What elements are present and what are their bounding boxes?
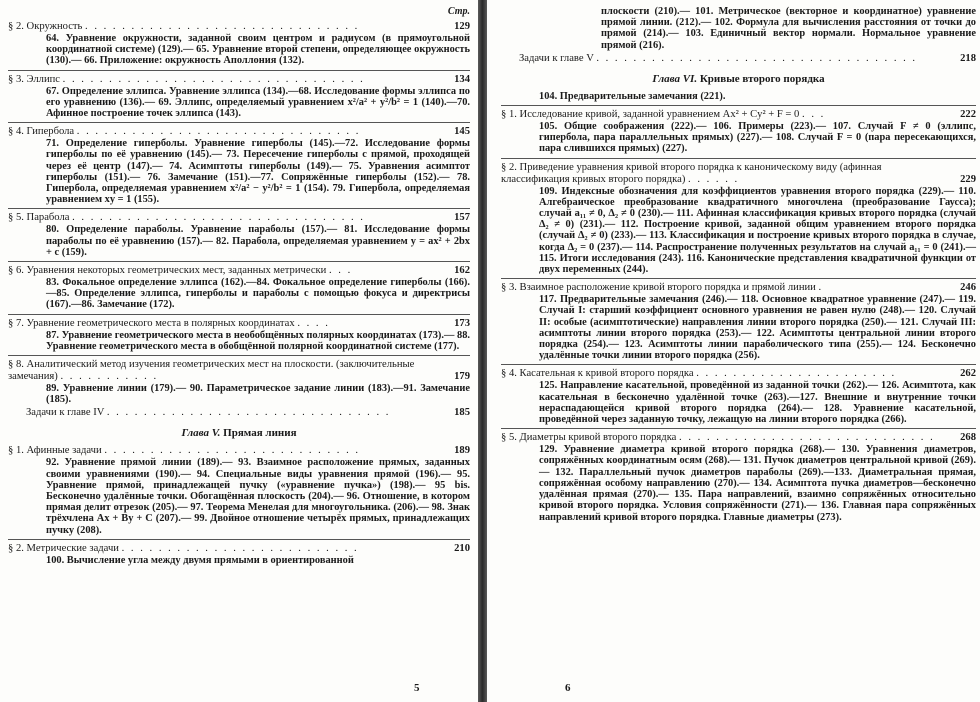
- section-body: 117. Предварительные замечания (246).— 118. Основное квадратное уравнение (247).— 119. Случай I: старший коэффициент основного уравнения не равен нулю (248).— 120. Случай II: особые (асимптотические) направления линии второго порядка (250).— 121. Случай III: асимптоты линии второго порядка (253).— 122. Асимптоты центральной линии второго порядка (254).— 123. Асимптоты линии параболического типа (255).— 124. Бесконечно удалённые точки линии второго порядка (256).: [539, 294, 976, 362]
- section-title: § 2. Метрические задачи: [8, 542, 119, 554]
- toc-section: § 1. Афинные задачи . . . . . . . . . . . . . . . . . . . . . . . . . . . . 189: [8, 445, 470, 457]
- section-body: 67. Определение эллипса. Уравнение эллипса (134).—68. Исследование формы эллипса по его уравнению (136).— 69. Эллипс, определяемый уравнением x²/a² + y²/b² = 1 (140).—70. Афинное построение точек эллипса (143).: [46, 85, 470, 120]
- section-title: § 4. Касательная к кривой второго порядка: [501, 368, 694, 380]
- section-divider: [8, 70, 470, 71]
- tasks-page-number: 185: [454, 407, 470, 419]
- section-title: § 7. Уравнение геометрического места в полярных координатах: [8, 317, 295, 329]
- chapter-title: Кривые второго порядка: [699, 72, 825, 85]
- toc-section: § 4. Касательная к кривой второго порядка . . . . . . . . . . . . . . . . . . . . . . 262: [501, 368, 976, 380]
- section-page-number: 134: [454, 73, 470, 85]
- page-number: 5: [414, 682, 420, 694]
- section-page-number: 229: [960, 173, 976, 185]
- section-page-number: 262: [960, 368, 976, 380]
- chapter-tasks-entry: Задачи к главе V . . . . . . . . . . . . . . . . . . . . . . . . . . . . . . . . . . . 218: [519, 52, 976, 64]
- continued-text: плоскости (210).— 101. Метрическое (векторное и координатное) уравнение прямой линии. (212).— 102. Формула для вычисления расстояния от точки до прямой (214).— 103. Единичный вектор нормали. Нормальное уравнение прямой (216).: [601, 6, 976, 51]
- section-body: 100. Вычисление угла между двумя прямыми в ориентированной: [46, 554, 354, 566]
- section-divider: [501, 278, 976, 279]
- section-title: § 1. Исследование кривой, заданной уравнением Ax² + Cy² + F = 0: [501, 109, 800, 121]
- section-divider: [8, 314, 470, 315]
- toc-section: § 1. Исследование кривой, заданной уравнением Ax² + Cy² + F = 0 . . . 222: [501, 109, 976, 121]
- section-title: § 5. Парабола: [8, 212, 70, 224]
- section-body: 80. Определение параболы. Уравнение параболы (157).— 81. Исследование формы параболы по её уравнению (157).— 82. Парабола, определяемая уравнением y = ax² + 2bx + c (159).: [46, 224, 470, 258]
- toc-section: § 5. Диаметры кривой второго порядка . . . . . . . . . . . . . . . . . . . . . . . . . . . . 268: [501, 432, 976, 444]
- section-body: 64. Уравнение окружности, заданной своим центром и радиусом (в прямоугольной координатной системе) (129).— 65. Уравнение второй степени, определяющее окружность (130).— 66. Приложение: окружность Аполлония (132).: [46, 33, 470, 67]
- tasks-title: Задачи к главе IV: [26, 407, 105, 419]
- toc-section: § 3. Эллипс . . . . . . . . . . . . . . . . . . . . . . . . . . . . . . . . . 134: [8, 73, 470, 85]
- section-title: § 5. Диаметры кривой второго порядка: [501, 432, 677, 444]
- section-page-number: 157: [454, 212, 470, 224]
- toc-section: § 6. Уравнения некоторых геометрических мест, заданных метрически . . . 162: [8, 265, 470, 277]
- right-page: [487, 0, 980, 702]
- section-divider: [501, 428, 976, 429]
- toc-section: § 4. Гипербола . . . . . . . . . . . . . . . . . . . . . . . . . . . . . . . 145: [8, 126, 470, 138]
- toc-section: § 2. Окружность . . . . . . . . . . . . . . . . . . . . . . . . . . . . . . 129: [8, 21, 470, 32]
- section-title: § 6. Уравнения некоторых геометрических мест, заданных метрически: [8, 265, 327, 277]
- section-title: § 2. Приведение уравнения кривой второго порядка к каноническому виду (афинная классификация кривых второго порядка): [501, 161, 882, 185]
- section-page-number: 222: [960, 109, 976, 121]
- chapter-label: Глава V.: [181, 427, 221, 440]
- section-title: § 8. Аналитический метод изучения геометрических мест на плоскости. (заключительные замечания): [8, 359, 415, 383]
- chapter-heading: [8, 427, 470, 439]
- section-title: § 1. Афинные задачи: [8, 445, 102, 457]
- page-number: 6: [565, 682, 571, 694]
- chapter-tasks-entry: Задачи к главе IV . . . . . . . . . . . . . . . . . . . . . . . . . . . . . . . 185: [26, 407, 470, 419]
- section-divider: [501, 364, 976, 365]
- section-page-number: 246: [960, 282, 976, 294]
- section-body: 92. Уравнение прямой линии (189).— 93. Взаимное расположение прямых, заданных своими уравнениями (190).— 94. Специальные виды уравнения прямой (196).— 95. Уравнение прямой, принадлежащей пучку («уравнение пучка») (198).— 95 bis. Бесконечно удалённые точки. Обогащённая плоскость (204).— 96. Отношение, в котором прямая делит отрезок (205).— 97. Теорема Менелая для многоугольника. (206).— 98. Знак трёхчлена Ax + By + C (207).— 99. Двойное отношение четырёх прямых, принадлежащих пучку (208).: [46, 457, 470, 536]
- section-body: 89. Уравнение линии (179).— 90. Параметрическое задание линии (183).—91. Замечание (185).: [46, 383, 470, 406]
- section-body: 71. Определение гиперболы. Уравнение гиперболы (145).—72. Исследование формы гиперболы по её уравнению (145).— 73. Пересечение гиперболы с прямой, проходящей через её центр (147).— 74. Асимптоты гиперболы (149).— 75. Уравнения асимптот гиперболы (151).— 76. Замечание (151).—77. Сопряжённые гиперболы (152).— 78. Гипербола, определяемая уравнением x²/a² − y²/b² = 1 (154). 79. Гипербола, определяемая уравнением xy = 1 (155).: [46, 138, 470, 206]
- section-body: 83. Фокальное определение эллипса (162).—84. Фокальное определение гиперболы (166).—85. Определение эллипса, гиперболы и параболы с помощью фокуса и директрисы (167).—86. Замечание (172).: [46, 277, 470, 311]
- section-divider: [501, 158, 976, 159]
- section-page-number: 268: [960, 432, 976, 444]
- section-divider: [8, 122, 470, 123]
- chapter-intro: 104. Предварительные замечания (221).: [539, 90, 726, 102]
- tasks-page-number: 218: [960, 52, 976, 64]
- section-page-number: 129: [454, 21, 470, 32]
- section-divider: [8, 539, 470, 540]
- section-divider: [501, 105, 976, 106]
- toc-section: § 2. Метрические задачи . . . . . . . . . . . . . . . . . . . . . . . . . . 210: [8, 542, 470, 554]
- section-page-number: 179: [454, 371, 470, 383]
- toc-section: § 3. Взаимное расположение кривой второго порядка и прямой линии . 246: [501, 282, 976, 294]
- toc-section: § 2. Приведение уравнения кривой второго порядка к каноническому виду (афинная классификация кривых второго порядка) . . . . . . 229: [501, 161, 976, 185]
- section-body: 125. Направление касательной, проведённой из заданной точки (262).— 126. Асимптота, как касательная в бесконечно удалённой точке (263).—127. Внешние и внутренние точки нераспадающейся кривой второго порядка (264).— 128. Уравнение касательной, проведённой через заданную точку, лежащую на линии второго порядка (266).: [539, 380, 976, 426]
- chapter-label: Глава VI.: [652, 72, 698, 85]
- tasks-title: Задачи к главе V: [519, 52, 594, 64]
- section-body: 129. Уравнение диаметра кривой второго порядка (268).— 130. Уравнения диаметров, сопряжённых координатным осям (268).— 131. Пучок диаметров центральной кривой (269).— 132. Параллельный пучок диаметров параболы (269).—133. Диаметральная прямая, сопряжённая особому направлению (270).— 134. Асимптота пучка диаметров—бесконечно удалённая прямая (270).— 135. Пара направлений, взаимно сопряжённых относительно кривой второго порядка. Условия сопряжённости (271).— 136. Главная пара сопряжённых направлений кривой второго порядка. Главные диаметры (273).: [539, 444, 976, 523]
- section-page-number: 162: [454, 265, 470, 277]
- chapter-heading: [501, 73, 976, 85]
- section-divider: [8, 355, 470, 356]
- section-page-number: 210: [454, 542, 470, 554]
- chapter-title: Прямая линия: [223, 427, 297, 440]
- book-gutter: [478, 0, 487, 702]
- section-body: 109. Индексные обозначения для коэффициентов уравнения второго порядка (229).— 110. Алгебраическое преобразование квадратичного многочлена (преобразование Гаусса); случай a₁₁ ≠ 0, Δ₂ ≠ 0 (230).— 111. Афинная классификация кривых второго порядка (случай Δ₂ ≠ 0) (231).— 112. Построение кривой, заданной общим уравнением второго порядка (случай Δ₂ ≠ 0) (233).— 113. Классификация и построение кривых второго порядка в случае, когда Δ₂ = 0 (237).— 114. Распространение полученных результатов на случай a₁₁ = 0 (241).— 115. Итоги исследования (243). 116. Канонические представления квадратичной функции от двух переменных (244).: [539, 185, 976, 276]
- toc-section: § 7. Уравнение геометрического места в полярных координатах . . . . 173: [8, 317, 470, 329]
- toc-section: § 8. Аналитический метод изучения геометрических мест на плоскости. (заключительные замечания) . . . . . . . . . . . 179: [8, 359, 470, 383]
- section-page-number: 173: [454, 317, 470, 329]
- section-divider: [8, 208, 470, 209]
- page-header-label: Стр.: [447, 6, 470, 17]
- section-page-number: 145: [454, 126, 470, 138]
- section-body: 105. Общие соображения (222).— 106. Примеры (223).— 107. Случай F ≠ 0 (эллипс, гипербола, пара параллельных прямых) (227).— 108. Случай F = 0 (пара пересекающихся, пара слившихся прямых) (227).: [539, 121, 976, 155]
- section-title: § 3. Взаимное расположение кривой второго порядка и прямой линии: [501, 282, 816, 294]
- section-title: § 4. Гипербола: [8, 126, 75, 138]
- section-page-number: 189: [454, 445, 470, 457]
- section-divider: [8, 261, 470, 262]
- toc-section: § 5. Парабола . . . . . . . . . . . . . . . . . . . . . . . . . . . . . . . . 157: [8, 212, 470, 224]
- section-title: § 3. Эллипс: [8, 73, 61, 85]
- left-page: [0, 0, 478, 702]
- section-body: 87. Уравнение геометрического места в необобщённых полярных координатах (173).— 88. Уравнение геометрического места в обобщённой полярной координатной системе (177).: [46, 329, 470, 352]
- section-title: § 2. Окружность: [8, 21, 83, 32]
